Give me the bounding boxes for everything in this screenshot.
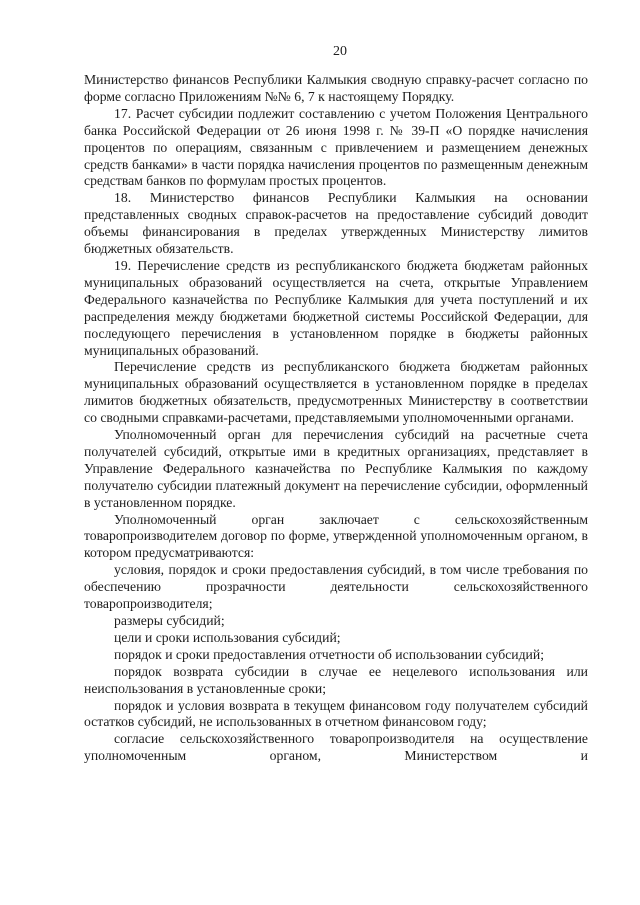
paragraph-transfer: Перечисление средств из республиканского бюджета бюджетам районных муниципальных образований осуществляется в установленном порядке в пределах лимитов бюджетных обязательств, предусмотренных Министерству в соответствии со сводными справками-расчетами, представляемыми уполномоченными органами. xyxy=(84,359,588,426)
list-item-amounts: размеры субсидий; xyxy=(114,613,225,628)
list-item-refund: порядок возврата субсидии в случае ее нецелевого использования или неиспользования в установленные сроки; xyxy=(84,663,588,696)
paragraph-17: 17. Расчет субсидии подлежит составлению с учетом Положения Центрального банка Российской Федерации от 26 июня 1998 г. № 39-П «О порядке начисления процентов по операциям, связанным с привлечением и размещением денежных средств банками» в части порядка начисления процентов по размещенным денежным средствам банков по формулам простых процентов. xyxy=(84,105,588,189)
document-body xyxy=(84,72,588,765)
list-item-reporting: порядок и сроки предоставления отчетности об использовании субсидий; xyxy=(114,646,545,662)
list-item-remainder-refund: порядок и условия возврата в текущем финансовом году получателем субсидий остатков субсидий, не использованных в отчетном финансовом году; xyxy=(84,697,588,730)
list-item-purposes: цели и сроки использования субсидий; xyxy=(114,629,341,645)
paragraph-continuation: Министерство финансов Республики Калмыкия сводную справку-расчет согласно по форме согласно Приложениям №№ 6, 7 к настоящему Порядку. xyxy=(84,72,588,104)
paragraph-19: 19. Перечисление средств из республиканского бюджета бюджетам районных муниципальных образований осуществляется на счета, открытые Управлением Федерального казначейства по Республике Калмыкия для учета поступлений и их распределения между бюджетами бюджетной системы Российской Федерации, для последующего перечисления в установленном порядке в бюджеты районных муниципальных образований. xyxy=(84,257,588,358)
paragraph-18: 18. Министерство финансов Республики Калмыкия на основании представленных сводных справок-расчетов на предоставление субсидий доводит объемы финансирования в пределах утвержденных Министерству лимитов бюджетных обязательств. xyxy=(84,190,588,257)
paragraph-authorized-body-payment: Уполномоченный орган для перечисления субсидий на расчетные счета получателей субсидий, открытые ими в кредитных организациях, представляет в Управление Федерального казначейства по Республике Калмыкия по каждому получателю субсидии платежный документ на перечисление субсидии, оформленный в установленном порядке. xyxy=(84,427,588,510)
list-item-consent: согласие сельскохозяйственного товаропроизводителя на осуществление уполномоченным органом, Министерством и xyxy=(84,731,588,764)
paragraph-agreement: Уполномоченный орган заключает с сельскохозяйственным товаропроизводителем договор по форме, утвержденной уполномоченным органом, в котором предусматриваются: xyxy=(84,511,588,561)
list-item-conditions: условия, порядок и сроки предоставления субсидий, в том числе требования по обеспечению прозрачности деятельности сельскохозяйственного товаропроизводителя; xyxy=(84,562,588,612)
page-number: 20 xyxy=(333,44,347,59)
